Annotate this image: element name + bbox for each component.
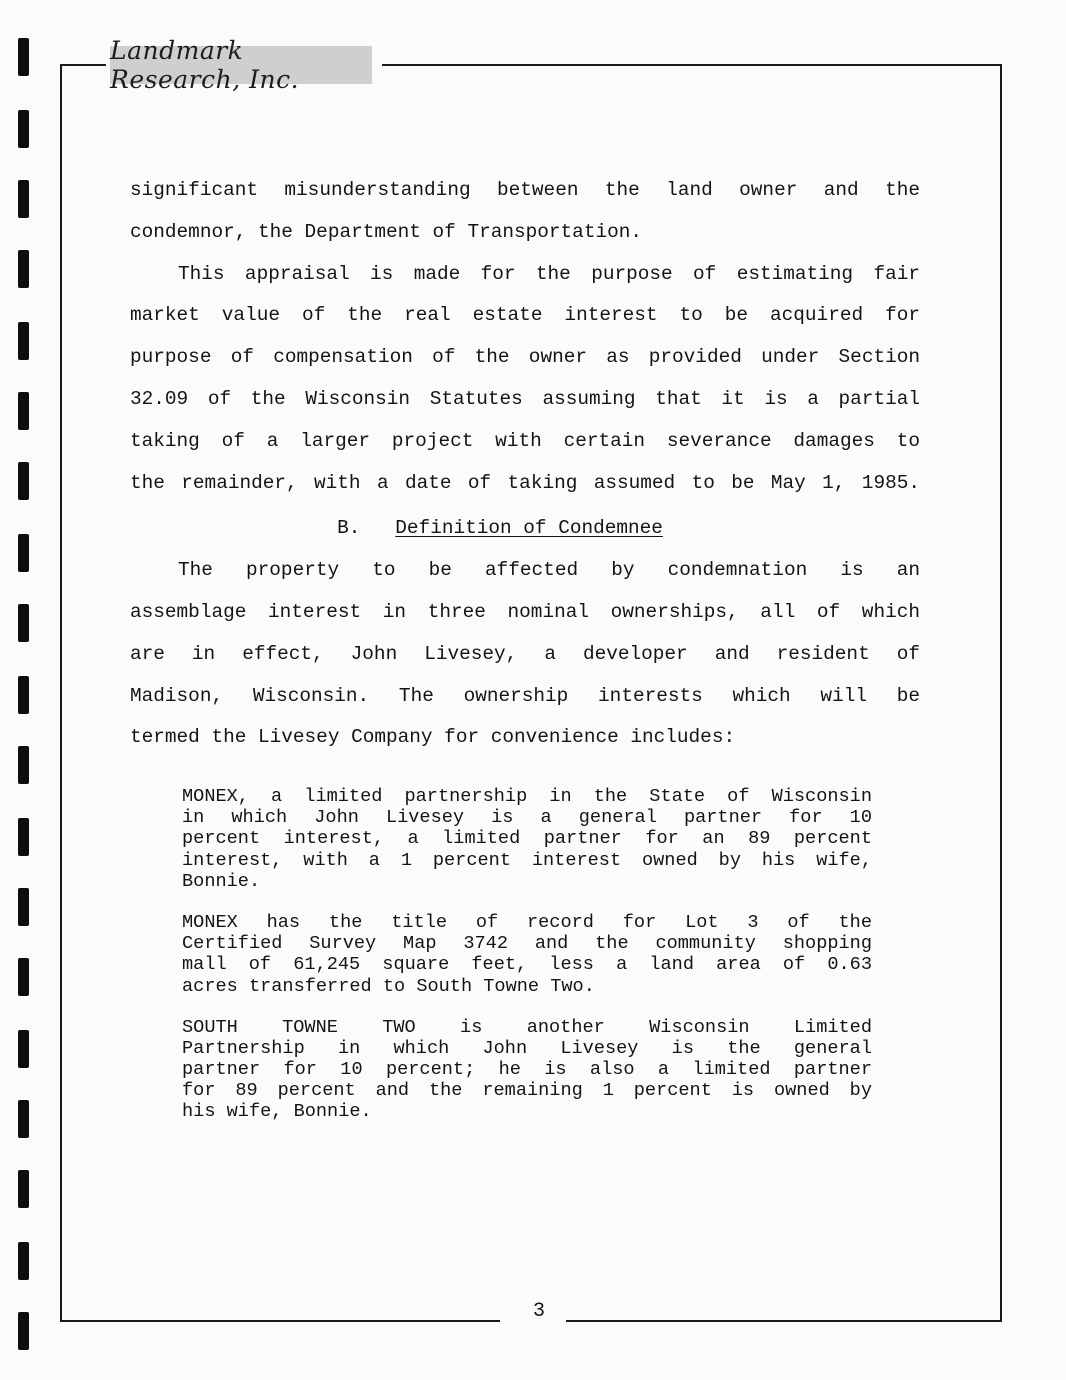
frame-top-left-rule <box>60 64 106 66</box>
document-body <box>130 170 920 759</box>
binding-hole <box>18 1030 29 1068</box>
binding-hole <box>18 250 29 288</box>
frame-left-rule <box>60 64 62 1322</box>
frame-top-right-rule <box>382 64 1002 66</box>
text-line: are in effect, John Livesey, a developer and resident of <box>130 642 920 665</box>
text-line: termed the Livesey Company for convenience includes: <box>130 726 736 749</box>
page-number: 3 <box>532 1300 545 1323</box>
text-line: purpose of compensation of the owner as provided under Section <box>130 346 920 369</box>
paragraph-purpose <box>130 254 920 505</box>
block-line: MONEX, a limited partnership in the State of Wisconsin <box>182 786 872 807</box>
frame-bottom-left-rule <box>60 1320 500 1322</box>
binding-hole <box>18 676 29 714</box>
binding-holes <box>18 38 30 1378</box>
block-monex <box>182 786 872 892</box>
block-line: in which John Livesey is a general partner for 10 <box>182 807 872 829</box>
block-line: mall of 61,245 square feet, less a land area of 0.63 <box>182 954 872 976</box>
frame-bottom-right-rule <box>566 1320 1002 1322</box>
binding-hole <box>18 1312 29 1350</box>
block-line: percent interest, a limited partner for an 89 percent <box>182 828 872 850</box>
block-line: acres transferred to South Towne Two. <box>182 975 595 997</box>
text-line: condemnor, the Department of Transportation. <box>130 220 642 243</box>
binding-hole <box>18 818 29 856</box>
block-line: Certified Survey Map 3742 and the community shopping <box>182 933 872 955</box>
binding-hole <box>18 38 29 76</box>
binding-hole <box>18 746 29 784</box>
text-line: assemblage interest in three nominal ownerships, all of which <box>130 600 920 623</box>
text-line: market value of the real estate interest to be acquired for <box>130 304 920 327</box>
block-line: MONEX has the title of record for Lot 3 of the <box>182 911 872 933</box>
block-line: for 89 percent and the remaining 1 percent is owned by <box>182 1080 872 1102</box>
section-label: B. <box>337 517 361 540</box>
block-line: interest, with a 1 percent interest owned by his wife, <box>182 849 872 871</box>
section-heading <box>130 508 920 550</box>
block-line: partner for 10 percent; he is also a limited partner <box>182 1059 872 1081</box>
block-line: SOUTH TOWNE TWO is another Wisconsin Limited <box>182 1016 872 1038</box>
binding-hole <box>18 322 29 360</box>
binding-hole <box>18 888 29 926</box>
binding-hole <box>18 180 29 218</box>
binding-hole <box>18 534 29 572</box>
binding-hole <box>18 1242 29 1280</box>
block-south-towne-two <box>182 1017 872 1123</box>
paragraph-intro <box>130 170 920 254</box>
binding-hole <box>18 110 29 148</box>
block-monex-title <box>182 912 872 997</box>
binding-hole <box>18 958 29 996</box>
text-line: Madison, Wisconsin. The ownership interests which will be <box>130 684 920 707</box>
block-line: Bonnie. <box>182 870 261 892</box>
binding-hole <box>18 462 29 500</box>
text-line: the remainder, with a date of taking assumed to be May 1, 1985. <box>130 471 920 494</box>
section-title: Definition of Condemnee <box>395 517 663 540</box>
paragraph-condemnee <box>130 550 920 759</box>
frame-right-rule <box>1000 64 1002 1322</box>
text-line: significant misunderstanding between the land owner and the <box>130 179 920 201</box>
letterhead-logo: Landmark Research, Inc. <box>110 46 372 84</box>
text-line: 32.09 of the Wisconsin Statutes assuming that it is a partial <box>130 387 920 410</box>
text-line: This appraisal is made for the purpose of estimating fair <box>178 262 920 285</box>
text-line: The property to be affected by condemnation is an <box>178 559 920 582</box>
ownership-blocks <box>182 786 872 1143</box>
block-line: Partnership in which John Livesey is the general <box>182 1037 872 1059</box>
text-line: taking of a larger project with certain severance damages to <box>130 429 920 452</box>
binding-hole <box>18 604 29 642</box>
block-line: his wife, Bonnie. <box>182 1101 372 1123</box>
binding-hole <box>18 392 29 430</box>
binding-hole <box>18 1170 29 1208</box>
binding-hole <box>18 1100 29 1138</box>
